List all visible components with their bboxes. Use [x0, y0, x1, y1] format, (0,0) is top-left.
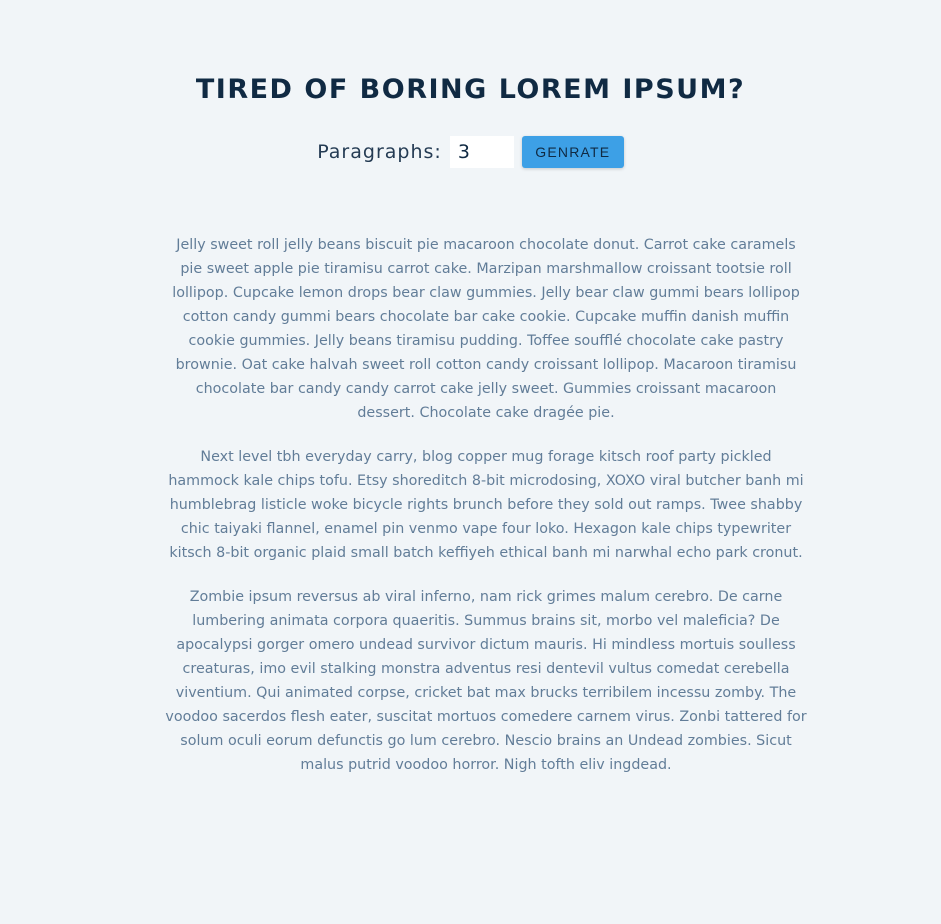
lorem-text-section	[165, 233, 807, 797]
generate-button[interactable]: GENRATE	[522, 136, 624, 168]
lorem-paragraph: Jelly sweet roll jelly beans biscuit pie macaroon chocolate donut. Carrot cake caramels pie sweet apple pie tiramisu carrot cake. Marzipan marshmallow croissant tootsie roll lollipop. Cupcake lemon drops bear claw gummies. Jelly bear claw gummi bears lollipop cotton candy gummi bears chocolate bar cake cookie. Cupcake muffin danish muffin cookie gummies. Jelly beans tiramisu pudding. Toffee soufflé chocolate cake pastry brownie. Oat cake halvah sweet roll cotton candy croissant lollipop. Macaroon tiramisu chocolate bar candy candy carrot cake jelly sweet. Gummies croissant macaroon dessert. Chocolate cake dragée pie.	[172, 237, 800, 421]
lorem-paragraph: Next level tbh everyday carry, blog copper mug forage kitsch roof party pickled hammock kale chips tofu. Etsy shoreditch 8-bit microdosing, XOXO viral butcher banh mi humblebrag listicle woke bicycle rights brunch before they sold out ramps. Twee shabby chic taiyaki flannel, enamel pin venmo vape four loko. Hexagon kale chips typewriter kitsch 8-bit organic plaid small batch keffiyeh ethical banh mi narwhal echo park cronut.	[168, 449, 804, 561]
page-title: TIRED OF BORING LOREM IPSUM?	[195, 74, 746, 105]
lorem-paragraph: Zombie ipsum reversus ab viral inferno, nam rick grimes malum cerebro. De carne lumbering animata corpora quaeritis. Summus brains sit, morbo vel maleficia? De apocalypsi gorger omero undead survivor dictum mauris. Hi mindless mortuis soulless creaturas, imo evil stalking monstra adventus resi dentevil vultus comedat cerebella viventium. Qui animated corpse, cricket bat max brucks terribilem incessu zomby. The voodoo sacerdos flesh eater, suscitat mortuos comedere carnem virus. Zonbi tattered for solum oculi eorum defunctis go lum cerebro. Nescio brains an Undead zombies. Sicut malus putrid voodoo horror. Nigh tofth eliv ingdead.	[165, 589, 807, 773]
generator-form	[0, 136, 941, 168]
paragraph-count-input[interactable]	[450, 136, 514, 168]
paragraphs-label: Paragraphs:	[317, 141, 442, 163]
